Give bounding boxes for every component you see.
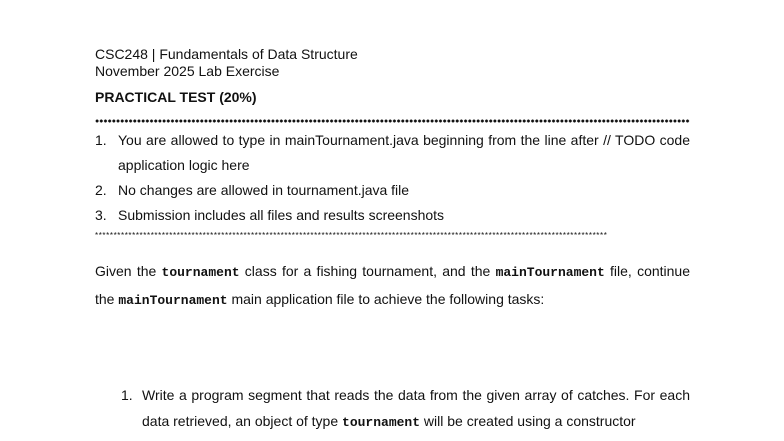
session-label: November 2025 Lab Exercise	[95, 63, 280, 79]
intro-text-3: file, continue the	[95, 263, 690, 307]
task-number: 1.	[121, 387, 133, 403]
rule-item	[95, 203, 690, 228]
dotted-divider	[95, 118, 690, 124]
task-item	[121, 382, 690, 436]
rule-text: You are allowed to type in mainTournament.java beginning from the line after // TODO code application logic here	[118, 132, 690, 173]
course-title: CSC248 | Fundamentals of Data Structure	[95, 46, 358, 62]
rule-text: Submission includes all files and results screenshots	[118, 207, 445, 223]
page-title: PRACTICAL TEST (20%)	[95, 89, 257, 105]
task-text-2: will be created using a constructor	[420, 413, 636, 429]
intro-text-1: Given the	[95, 263, 162, 279]
intro-paragraph	[95, 258, 690, 314]
task-list	[121, 382, 690, 436]
rule-number: 2.	[95, 182, 107, 198]
rules-list	[95, 128, 690, 228]
code-tournament-task: tournament	[342, 415, 421, 430]
rule-number: 3.	[95, 207, 107, 223]
code-main-tournament-2: mainTournament	[118, 293, 228, 308]
intro-text-2: class for a fishing tournament, and the	[239, 263, 496, 279]
code-main-tournament: mainTournament	[495, 265, 605, 280]
rule-number: 1.	[95, 132, 107, 148]
course-header	[95, 46, 690, 80]
task-text-1: Write a program segment that reads the data from the given array of catches. For each data retrieved, an object of type	[142, 387, 690, 429]
code-tournament: tournament	[161, 265, 240, 280]
rule-text: No changes are allowed in tournament.java file	[118, 182, 410, 198]
asterisk-separator: ******************************************************************************************************************************************	[95, 232, 608, 240]
intro-text-4: main application file to achieve the following tasks:	[227, 291, 545, 307]
rule-item	[95, 128, 690, 178]
document-page	[95, 46, 690, 240]
rule-item	[95, 178, 690, 203]
